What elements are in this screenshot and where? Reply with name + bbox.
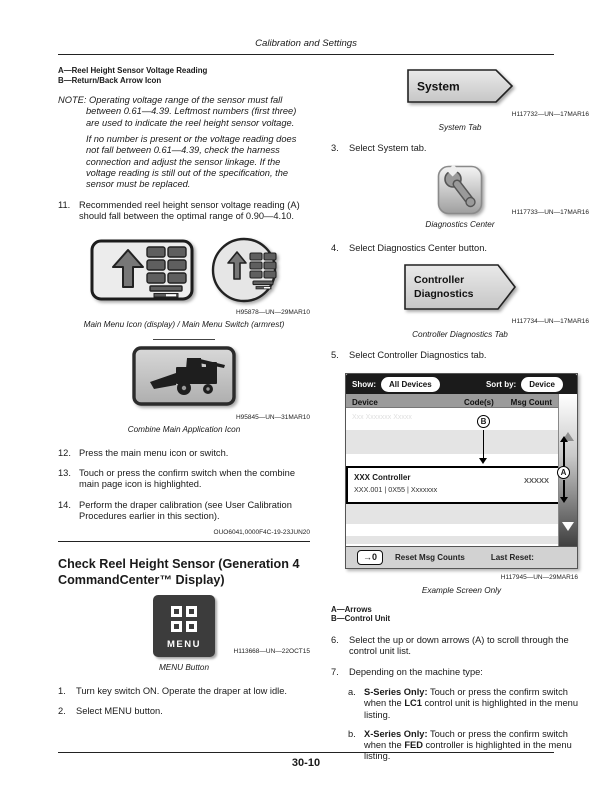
controller-msg-count: XXXXX bbox=[523, 476, 549, 486]
col-msg-count: Msg Count bbox=[510, 397, 552, 407]
step-13: 13. Touch or press the confirm switch when the combine main page icon is highlighted. bbox=[58, 467, 295, 490]
figure-combine-icon bbox=[58, 346, 310, 436]
right-column bbox=[331, 64, 589, 763]
screen-column-headers bbox=[346, 394, 560, 408]
step-7a: a. S-Series Only: Touch or press the confirm switch when the LC1 control unit is highlighted in the menu listing. bbox=[348, 686, 578, 720]
figure-code: H117945—UN—29MAR16 bbox=[500, 574, 578, 582]
highlighted-controller-row bbox=[346, 466, 560, 504]
main-menu-switch-icon bbox=[210, 236, 278, 304]
list-item bbox=[346, 454, 560, 466]
all-devices-button: All Devices bbox=[381, 377, 440, 392]
step-1: 1. Turn key switch ON. Operate the draper at low idle. bbox=[58, 686, 287, 697]
step-5: 5. Select Controller Diagnostics tab. bbox=[331, 349, 487, 360]
document-code: OUO6041,0000F4C-19-23JUN20 bbox=[213, 529, 310, 537]
legend-item-a: A—Arrows bbox=[331, 604, 372, 614]
step-7: 7. Depending on the machine type: bbox=[331, 666, 483, 677]
sort-by-label: Sort by: bbox=[485, 379, 517, 389]
note-paragraph-1: NOTE: Operating voltage range of the sensor must fall between 0.61—4.39. Leftmost numbers (first three) are used to indicate the reel height sensor voltage. bbox=[58, 95, 297, 128]
combine-application-icon bbox=[132, 346, 236, 406]
figure-controller-diagnostics-tab bbox=[331, 264, 589, 340]
legend-item-a: A—Reel Height Sensor Voltage Reading bbox=[58, 66, 208, 75]
list-item bbox=[346, 536, 560, 544]
figure-code: H117733—UN—17MAR16 bbox=[511, 209, 589, 217]
left-column bbox=[58, 66, 310, 718]
figure-example-screen-caption bbox=[345, 572, 578, 596]
last-reset-label: Last Reset: bbox=[490, 553, 534, 563]
step-2: 2. Select MENU button. bbox=[58, 706, 163, 717]
controller-code: LC1 bbox=[404, 698, 422, 709]
list-item bbox=[346, 430, 560, 454]
controller-diagnostics-tab-shape bbox=[404, 264, 516, 310]
figure-caption: Controller Diagnostics Tab bbox=[412, 329, 508, 339]
main-menu-display-icon bbox=[90, 239, 194, 301]
figure-caption: MENU Button bbox=[158, 662, 210, 672]
reset-msg-counts-label: Reset Msg Counts bbox=[395, 553, 465, 563]
figure-menu-button bbox=[58, 595, 310, 673]
series-label: S-Series Only: bbox=[364, 686, 428, 697]
callout-a-line bbox=[563, 442, 565, 466]
figure-code: H117732—UN—17MAR16 bbox=[511, 111, 589, 119]
legend-item-b: B—Control Unit bbox=[331, 614, 391, 624]
reset-counts-button: →0 bbox=[357, 550, 383, 565]
legend-item-b: B—Return/Back Arrow Icon bbox=[58, 75, 162, 85]
list-item bbox=[346, 524, 560, 536]
step-12: 12. Press the main menu icon or switch. bbox=[58, 447, 229, 458]
step-7b: b. X-Series Only: Touch or press the confirm switch when the FED controller is highlighted in the menu listing. bbox=[348, 728, 572, 762]
list-item bbox=[346, 504, 560, 524]
screen-top-bar bbox=[346, 374, 577, 394]
scroll-down-icon bbox=[562, 522, 574, 531]
step-11: 11. Recommended reel height sensor voltage reading (A) should fall between the optimal range of 0.90—4.10. bbox=[58, 199, 300, 221]
figure-diagnostics-center bbox=[331, 165, 589, 231]
menu-button-illustration bbox=[153, 595, 215, 657]
callout-a-down-arrowhead bbox=[560, 497, 568, 503]
col-device: Device bbox=[352, 397, 378, 407]
col-codes: Code(s) bbox=[464, 397, 494, 407]
note-paragraph-2: If no number is present or the voltage reading does not fall between 0.61—4.39, check the harness connection and adjust the sensor linkage. If the voltage reading is still out of the specification, the sensor must be replaced. bbox=[86, 134, 297, 190]
figure-system-tab bbox=[331, 69, 589, 133]
callout-a: A bbox=[557, 466, 570, 479]
section-heading: Check Reel Height Sensor (Generation 4 CommandCenter™ Display) bbox=[58, 557, 300, 587]
menu-grid-icon bbox=[171, 606, 197, 632]
system-tab-shape bbox=[407, 69, 513, 103]
example-screen-illustration bbox=[345, 373, 578, 569]
figure-caption: System Tab bbox=[438, 122, 482, 132]
system-tab-label: System bbox=[417, 79, 460, 94]
step-4: 4. Select Diagnostics Center button. bbox=[331, 242, 487, 253]
step-6: 6. Select the up or down arrows (A) to scroll through the control unit list. bbox=[331, 635, 569, 657]
figure-main-menu bbox=[58, 236, 310, 331]
tab-label-line2: Diagnostics bbox=[414, 288, 474, 301]
screen-bottom-bar bbox=[346, 546, 577, 568]
wrench-icon bbox=[437, 165, 483, 215]
sort-device-button: Device bbox=[521, 377, 563, 392]
controller-code: FED bbox=[404, 740, 423, 751]
series-label: X-Series Only: bbox=[364, 728, 428, 739]
callout-b-arrowhead bbox=[479, 458, 487, 464]
list-item: Xxx Xxxxxxx Xxxxx bbox=[346, 408, 560, 430]
page-number: 30-10 bbox=[291, 757, 321, 769]
footer-rule bbox=[58, 752, 554, 753]
figure-divider bbox=[153, 339, 215, 340]
figure-caption: Main Menu Icon (display) / Main Menu Switch (armrest) bbox=[83, 320, 285, 330]
figure-caption: Diagnostics Center bbox=[425, 220, 495, 230]
figure-caption: Combine Main Application Icon bbox=[127, 425, 241, 435]
figure-code: H113668—UN—22OCT15 bbox=[233, 647, 310, 655]
figure-code: H95878—UN—29MAR10 bbox=[235, 309, 310, 317]
controller-detail: XXX.001 | 0X55 | Xxxxxxx bbox=[354, 485, 438, 495]
callout-b-line bbox=[483, 430, 485, 458]
figure-legend-top bbox=[58, 66, 310, 85]
callout-a-line bbox=[563, 480, 565, 497]
step-3: 3. Select System tab. bbox=[331, 142, 427, 153]
figure-code: H95845—UN—31MAR10 bbox=[235, 414, 310, 422]
figure-code: H117734—UN—17MAR16 bbox=[511, 318, 589, 326]
figure-legend-bottom bbox=[331, 605, 589, 624]
screen-device-list bbox=[346, 408, 560, 548]
figure-caption: Example Screen Only bbox=[421, 585, 502, 595]
running-header: Calibration and Settings bbox=[255, 38, 357, 49]
section-rule bbox=[58, 541, 310, 542]
show-label: Show: bbox=[352, 379, 376, 389]
header-rule bbox=[58, 54, 554, 55]
callout-b: B bbox=[477, 415, 490, 428]
tab-label-line1: Controller bbox=[414, 274, 465, 287]
controller-name: XXX Controller bbox=[354, 473, 411, 483]
menu-button-label: MENU bbox=[167, 639, 201, 651]
step-14: 14. Perform the draper calibration (see User Calibration Procedures earlier in this section). bbox=[58, 499, 292, 521]
